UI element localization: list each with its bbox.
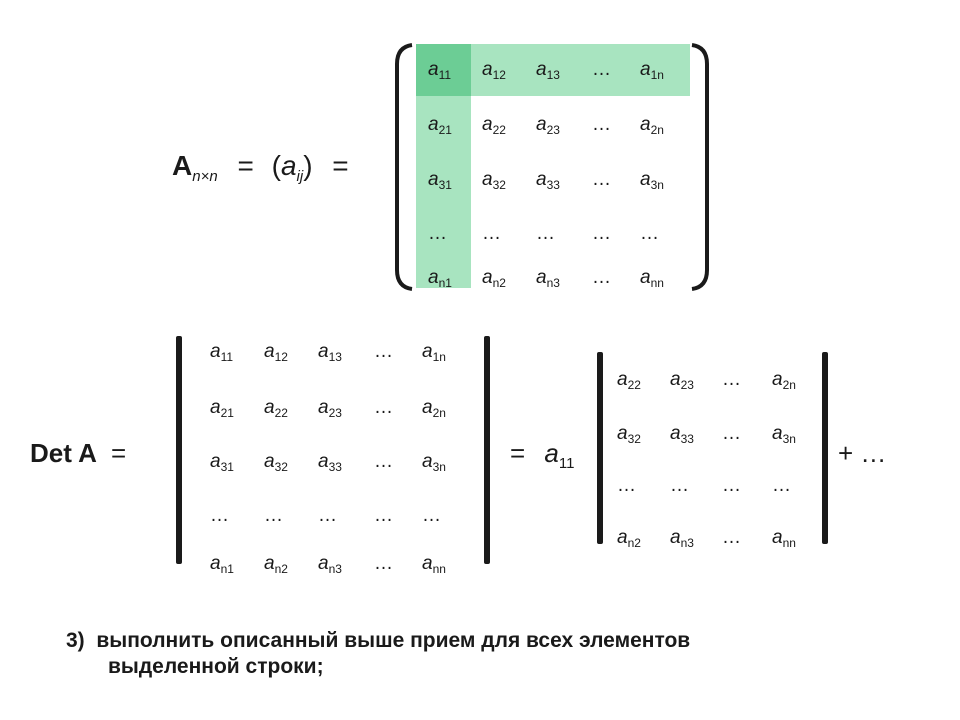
matrix-cell: …	[374, 505, 393, 526]
matrix-cell: $a_{13}$	[318, 341, 342, 364]
expansion-tail: + …	[838, 438, 887, 468]
matrix-cell: $a_{3n}$	[640, 169, 664, 192]
matrix-cell: $a_{31}$	[428, 169, 452, 192]
matrix-cell: $a_{23}$	[670, 369, 694, 392]
matrix-cell: …	[617, 475, 636, 496]
matrix-cell: $a_{n3}$	[670, 527, 694, 550]
matrix-cell: $a_{13}$	[536, 59, 560, 82]
matrix-cell: …	[264, 505, 283, 526]
matrix-cell: $a_{33}$	[670, 423, 694, 446]
matrix-cell: $a_{2n}$	[640, 114, 664, 137]
matrix-cell: …	[640, 223, 659, 244]
matrix-cell: $a_{32}$	[264, 451, 288, 474]
matrix-cell: $a_{11}$	[210, 341, 234, 364]
matrix-cell: $a_{22}$	[264, 397, 288, 420]
matrix-cell: $a_{2n}$	[772, 369, 796, 392]
det-left-bar	[176, 336, 182, 564]
det-label: Det A =	[30, 438, 127, 468]
matrix-cell: $a_{1n}$	[640, 59, 664, 82]
note-line-1: 3) выполнить описанный выше прием для всех элементов	[66, 629, 691, 652]
matrix-cell: …	[374, 451, 393, 472]
matrix-cell: …	[592, 223, 611, 244]
matrix-cell: $a_{33}$	[536, 169, 560, 192]
matrix-cell: $a_{n2}$	[482, 267, 506, 290]
matrix-cell: $a_{12}$	[264, 341, 288, 364]
matrix-cell: $a_{23}$	[536, 114, 560, 137]
matrix-cell: $a_{22}$	[617, 369, 641, 392]
matrix-cell: $a_{n2}$	[617, 527, 641, 550]
matrix-cell: …	[670, 475, 689, 496]
matrix-cell: $a_{12}$	[482, 59, 506, 82]
matrix-cell: $a_{21}$	[210, 397, 234, 420]
matrix-cell: $a_{22}$	[482, 114, 506, 137]
matrix-cell: …	[318, 505, 337, 526]
matrix-cell: $a_{n3}$	[318, 553, 342, 576]
matrix-cell: …	[592, 267, 611, 288]
matrix-cell: …	[428, 223, 447, 244]
left-bracket	[392, 42, 416, 292]
matrix-cell: …	[210, 505, 229, 526]
det-right-bar	[484, 336, 490, 564]
matrix-cell: $a_{32}$	[482, 169, 506, 192]
matrix-cell: …	[722, 369, 741, 390]
matrix-cell: …	[722, 475, 741, 496]
matrix-cell: …	[536, 223, 555, 244]
matrix-cell: …	[722, 527, 741, 548]
matrix-cell: $a_{n1}$	[428, 267, 452, 290]
matrix-cell: …	[592, 114, 611, 135]
matrix-label: $A_{n\times n} = (a_{ij})$ =	[172, 150, 349, 185]
matrix-cell: $a_{3n}$	[772, 423, 796, 446]
matrix-cell: $a_{nn}$	[422, 553, 446, 576]
matrix-cell: …	[592, 169, 611, 190]
matrix-cell: …	[482, 223, 501, 244]
note-line-2: выделенной строки;	[108, 655, 324, 679]
matrix-cell: $a_{33}$	[318, 451, 342, 474]
minor-left-bar	[597, 352, 603, 544]
matrix-cell: $a_{23}$	[318, 397, 342, 420]
matrix-cell: …	[374, 397, 393, 418]
matrix-cell: $a_{1n}$	[422, 341, 446, 364]
matrix-cell: $a_{3n}$	[422, 451, 446, 474]
matrix-definition	[0, 0, 960, 300]
matrix-cell: $a_{nn}$	[640, 267, 664, 290]
matrix-cell: $a_{11}$	[428, 59, 452, 82]
matrix-cell: …	[722, 423, 741, 444]
matrix-cell: $a_{31}$	[210, 451, 234, 474]
minor-right-bar	[822, 352, 828, 544]
matrix-cell: …	[374, 553, 393, 574]
determinant-expansion	[0, 300, 960, 600]
matrix-cell: $a_{21}$	[428, 114, 452, 137]
instruction-note	[66, 628, 926, 681]
matrix-cell: …	[422, 505, 441, 526]
matrix-cell: $a_{32}$	[617, 423, 641, 446]
expansion-coefficient: = $a_{11}$	[510, 438, 575, 472]
right-bracket	[688, 42, 712, 292]
matrix-cell: $a_{nn}$	[772, 527, 796, 550]
matrix-cell: $a_{n1}$	[210, 553, 234, 576]
matrix-cell: …	[374, 341, 393, 362]
matrix-cell: …	[772, 475, 791, 496]
matrix-cell: $a_{n3}$	[536, 267, 560, 290]
matrix-cell: …	[592, 59, 611, 80]
matrix-cell: $a_{2n}$	[422, 397, 446, 420]
matrix-cell: $a_{n2}$	[264, 553, 288, 576]
